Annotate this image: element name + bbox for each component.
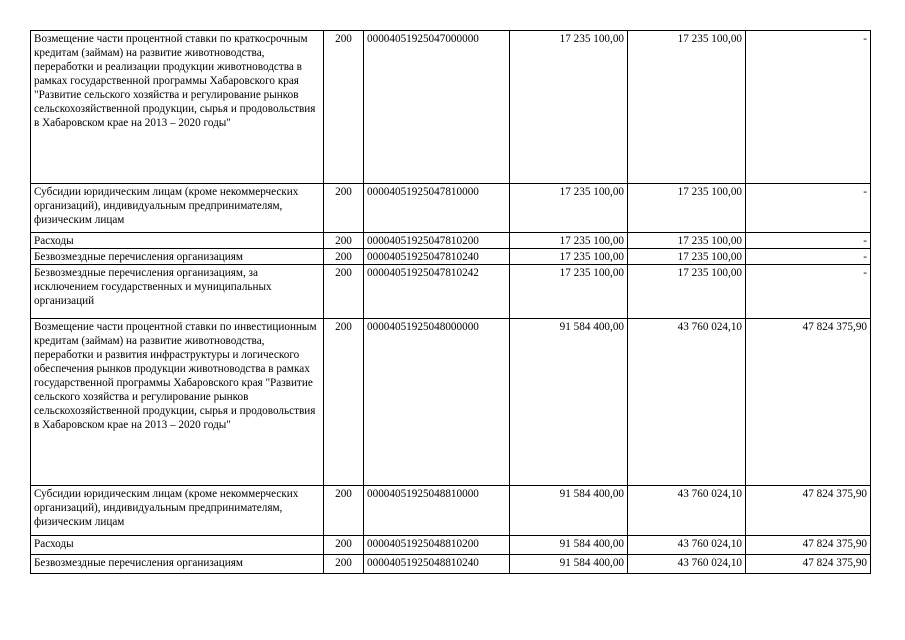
row-name: Расходы <box>31 233 324 249</box>
row-remainder: - <box>746 249 871 265</box>
row-code: 200 <box>324 249 364 265</box>
row-code: 200 <box>324 555 364 574</box>
row-executed: 43 760 024,10 <box>628 486 746 536</box>
budget-execution-table <box>30 30 871 574</box>
row-remainder: 47 824 375,90 <box>746 319 871 486</box>
row-code: 200 <box>324 319 364 486</box>
row-remainder: 47 824 375,90 <box>746 555 871 574</box>
row-plan: 91 584 400,00 <box>510 486 628 536</box>
table-row <box>31 486 871 536</box>
row-classification-code: 00004051925048810000 <box>364 486 510 536</box>
row-executed: 43 760 024,10 <box>628 319 746 486</box>
row-executed: 17 235 100,00 <box>628 184 746 233</box>
row-name: Безвозмездные перечисления организациям <box>31 555 324 574</box>
row-name: Расходы <box>31 536 324 555</box>
row-plan: 91 584 400,00 <box>510 536 628 555</box>
row-executed: 17 235 100,00 <box>628 31 746 184</box>
row-classification-code: 00004051925047810242 <box>364 265 510 319</box>
row-name: Безвозмездные перечисления организациям <box>31 249 324 265</box>
row-remainder: - <box>746 265 871 319</box>
row-code: 200 <box>324 31 364 184</box>
row-executed: 17 235 100,00 <box>628 249 746 265</box>
row-classification-code: 00004051925048810200 <box>364 536 510 555</box>
row-code: 200 <box>324 486 364 536</box>
row-plan: 91 584 400,00 <box>510 555 628 574</box>
row-remainder: 47 824 375,90 <box>746 536 871 555</box>
row-classification-code: 00004051925048810240 <box>364 555 510 574</box>
row-plan: 17 235 100,00 <box>510 249 628 265</box>
row-executed: 17 235 100,00 <box>628 265 746 319</box>
row-name: Субсидии юридическим лицам (кроме некоммерческих организаций), индивидуальным предпринимателям, физическим лицам <box>31 184 324 233</box>
row-plan: 91 584 400,00 <box>510 319 628 486</box>
row-code: 200 <box>324 536 364 555</box>
table-row <box>31 265 871 319</box>
table-row <box>31 536 871 555</box>
table-row <box>31 184 871 233</box>
table-row <box>31 319 871 486</box>
row-name: Возмещение части процентной ставки по инвестиционным кредитам (займам) на развитие животноводства, переработки и развития инфраструктуры и логического обеспечения рынков продукции животноводства в рамках государственной программы Хабаровского края "Развитие сельского хозяйства и регулирование рынков сельскохозяйственной продукции, сырья и продовольствия в Хабаровском крае на 2013 – 2020 годы" <box>31 319 324 486</box>
row-code: 200 <box>324 184 364 233</box>
row-classification-code: 00004051925047810000 <box>364 184 510 233</box>
row-plan: 17 235 100,00 <box>510 233 628 249</box>
table-row <box>31 555 871 574</box>
table-row <box>31 249 871 265</box>
row-classification-code: 00004051925048000000 <box>364 319 510 486</box>
row-classification-code: 00004051925047810240 <box>364 249 510 265</box>
table-row <box>31 233 871 249</box>
row-code: 200 <box>324 265 364 319</box>
row-remainder: 47 824 375,90 <box>746 486 871 536</box>
row-name: Возмещение части процентной ставки по краткосрочным кредитам (займам) на развитие животноводства, переработки и реализации продукции животноводства в рамках государственной программы Хабаровского края "Развитие сельского хозяйства и регулирование рынков сельскохозяйственной продукции, сырья и продовольствия в Хабаровском крае на 2013 – 2020 годы" <box>31 31 324 184</box>
row-executed: 43 760 024,10 <box>628 536 746 555</box>
row-executed: 43 760 024,10 <box>628 555 746 574</box>
row-executed: 17 235 100,00 <box>628 233 746 249</box>
table-row <box>31 31 871 184</box>
row-name: Безвозмездные перечисления организациям, за исключением государственных и муниципальных организаций <box>31 265 324 319</box>
row-plan: 17 235 100,00 <box>510 265 628 319</box>
row-classification-code: 00004051925047000000 <box>364 31 510 184</box>
row-code: 200 <box>324 233 364 249</box>
row-plan: 17 235 100,00 <box>510 184 628 233</box>
row-name: Субсидии юридическим лицам (кроме некоммерческих организаций), индивидуальным предпринимателям, физическим лицам <box>31 486 324 536</box>
row-remainder: - <box>746 233 871 249</box>
row-remainder: - <box>746 184 871 233</box>
row-classification-code: 00004051925047810200 <box>364 233 510 249</box>
row-remainder: - <box>746 31 871 184</box>
row-plan: 17 235 100,00 <box>510 31 628 184</box>
